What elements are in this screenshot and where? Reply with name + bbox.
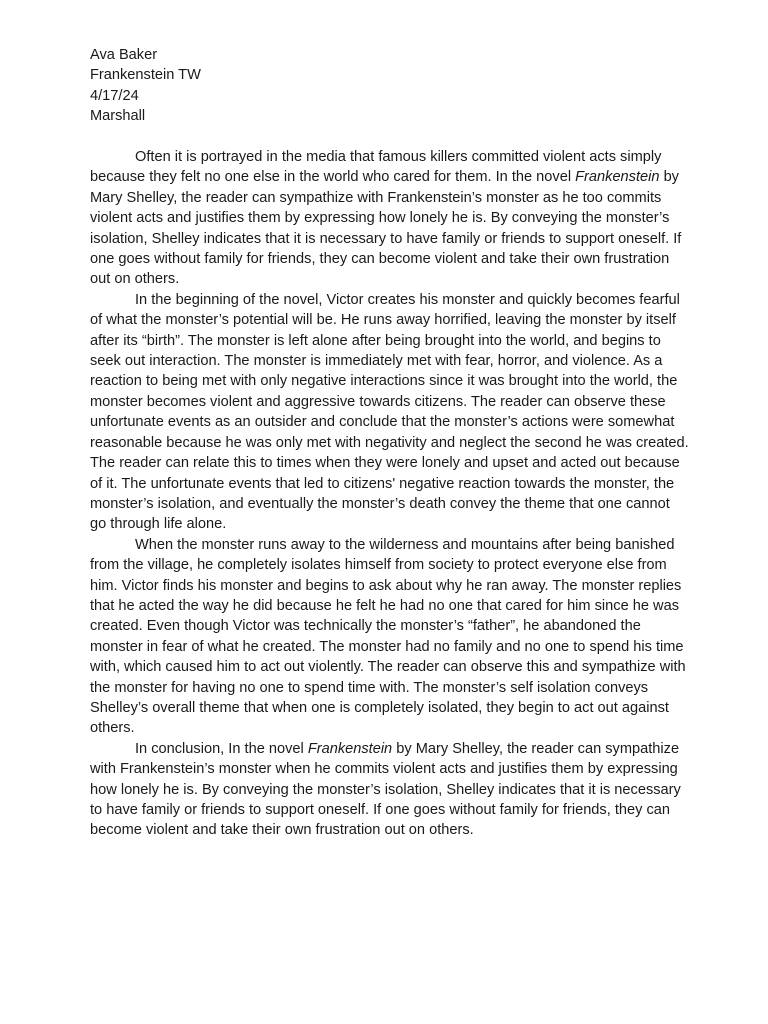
paragraph-text: by Mary Shelley, the reader can sympathize with Frankenstein’s monster as he too commits violent acts and justifies them by expressing how lonely he is. By conveying the monster’s isolation, Shelley indicates that it is necessary to have family or friends to support oneself. If one goes without family for friends, they can become violent and take their own frustration out on others. (90, 169, 682, 288)
document-body (90, 45, 690, 841)
teacher-name: Marshall (90, 108, 146, 125)
paragraph-text: Often it is portrayed in the media that famous killers committed violent acts simply because they felt no one else in the world who cared for them. In the novel (90, 149, 662, 186)
paragraph-body-2 (90, 535, 690, 739)
paragraph-text: In conclusion, In the novel (135, 740, 308, 757)
paragraph-body-1 (90, 290, 690, 535)
book-title: Frankenstein (575, 169, 660, 186)
paragraph-text: In the beginning of the novel, Victor creates his monster and quickly becomes fearful of what the monster’s potential will be. He runs away horrified, leaving the monster by itself after its “birth”. The monster is left alone after being brought into the world, and begins to seek out interaction. The monster is immediately met with fear, horror, and violence. As a reaction to being met with only negative interactions since it was brought into the world, the monster becomes violent and aggressive towards citizens. The reader can observe these unfortunate events as an outsider and conclude that the monster’s actions were somewhat reasonable because he was only met with negativity and neglect the second he was created. The reader can relate this to times when they were lonely and upset and acted out because of it. The unfortunate events that led to citizens' negative reaction towards the monster, the monster’s isolation, and eventually the monster’s death convey the theme that one cannot go through life alone. (90, 291, 689, 533)
paragraph-conclusion (90, 739, 690, 841)
paragraph-intro (90, 147, 690, 290)
header-block (90, 45, 690, 127)
header-spacer (90, 127, 690, 147)
author-name: Ava Baker (90, 47, 158, 63)
paragraph-text: by Mary Shelley, the reader can sympathize with Frankenstein’s monster when he commits violent acts and justifies them by expressing how lonely he is. By conveying the monster’s isolation, Shelley indicates that it is necessary to have family or friends to support oneself. If one goes without family for friends, they can become violent and take their own frustration out on others. (90, 740, 681, 839)
course-title: Frankenstein TW (90, 67, 201, 84)
paragraph-text: When the monster runs away to the wilderness and mountains after being banished from the village, he completely isolates himself from society to protect everyone else from him. Victor finds his monster and begins to ask about why he ran away. The monster replies that he acted the way he did because he felt he had no one that cared for him since he was created. Even though Victor was technically the monster’s “father”, he abandoned the monster in fear of what he created. The monster had no family and no one to spend his time with, which caused him to act out violently. The reader can observe this and sympathize with the monster for having no one to spend time with. The monster’s self isolation conveys Shelley’s overall theme that when one is completely isolated, they begin to act out against others. (90, 536, 686, 737)
document-date: 4/17/24 (90, 87, 139, 104)
book-title: Frankenstein (307, 740, 393, 757)
